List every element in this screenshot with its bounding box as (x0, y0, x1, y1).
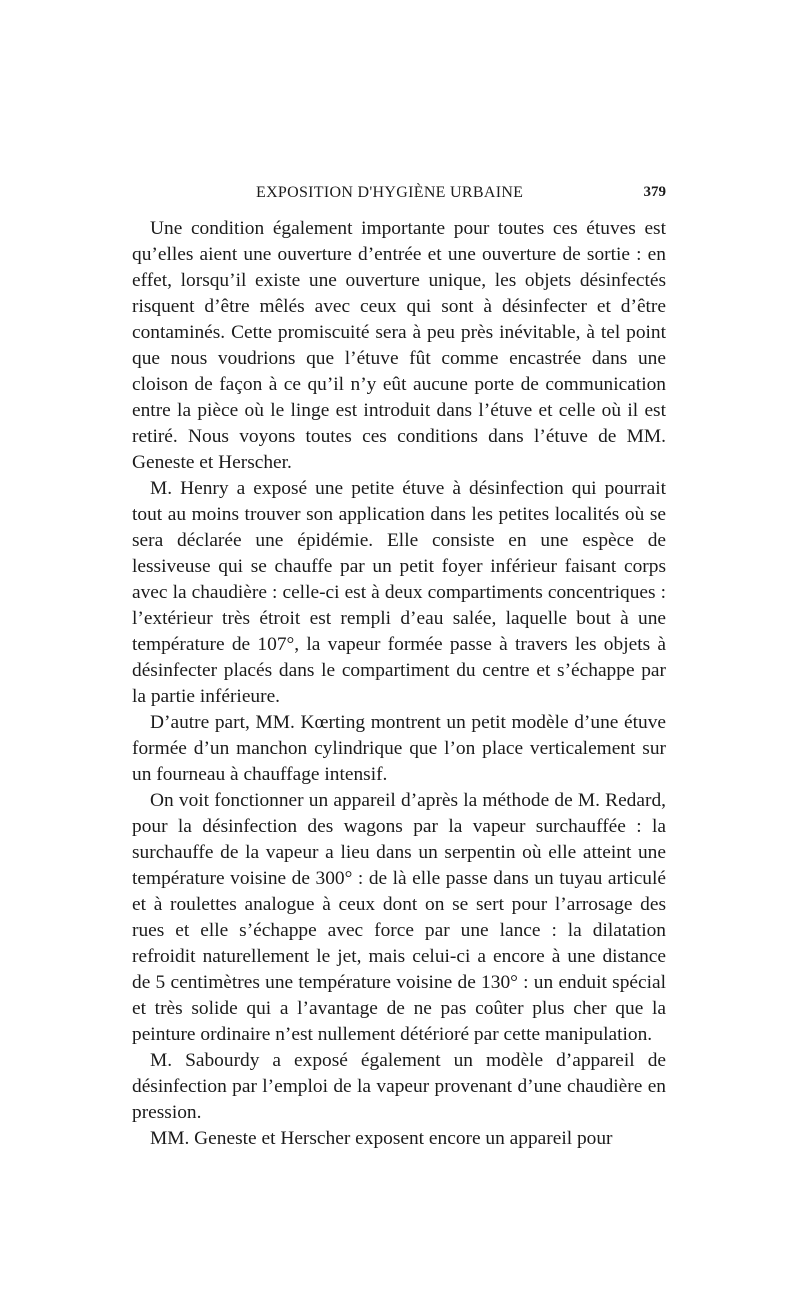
page-number: 379 (643, 184, 666, 200)
paragraph-etuve-openings: Une condition également importante pour toutes ces étuves est qu’elles aient une ouverture d’entrée et une ouverture de sortie : en effet, lorsqu’il existe une ouverture unique, les objets désinfectés risquent d’être mêlés avec ceux qui sont à désinfecter et d’être contaminés. Cette promiscuité sera à peu près inévitable, à tel point que nous voudrions que l’étuve fût comme encastrée dans une cloison de façon à ce qu’il n’y eût aucune porte de communication entre la pièce où le linge est introduit dans l’étuve et celle où il est retiré. Nous voyons toutes ces conditions dans l’étuve de MM. Geneste et Herscher. (132, 218, 666, 473)
paragraph-koerting-model: D’autre part, MM. Kœrting montrent un petit modèle d’une étuve formée d’un manchon cylindrique que l’on place verticalement sur un fourneau à chauffage intensif. (132, 712, 666, 785)
paragraph-henry-etuve: M. Henry a exposé une petite étuve à désinfection qui pourrait tout au moins trouver son application dans les petites localités où se sera déclarée une épidémie. Elle consiste en une espèce de lessiveuse qui se chauffe par un petit foyer inférieur faisant corps avec la chaudière : celle-ci est à deux compartiments concentriques : l’extérieur très étroit est rempli d’eau salée, laquelle bout à une température de 107°, la vapeur formée passe à travers les objets à désinfecter placés dans le compartiment du centre et s’échappe par la partie inférieure. (132, 478, 666, 707)
running-head (132, 184, 666, 208)
running-title: EXPOSITION D'HYGIÈNE URBAINE (256, 184, 524, 201)
paragraph-redard-method: On voit fonctionner un appareil d’après la méthode de M. Redard, pour la désinfection des wagons par la vapeur surchauffée : la surchauffe de la vapeur a lieu dans un serpentin où elle atteint une température voisine de 300° : de là elle passe dans un tuyau articulé et à roulettes analogue à ceux dont on se sert pour l’arrosage des rues et elle s’échappe avec force par une lance : la dilatation refroidit naturellement le jet, mais celui-ci a encore à une distance de 5 centimètres une température voisine de 130° : un enduit spécial et très solide qui a l’avantage de ne pas coûter plus cher que la peinture ordinaire n’est nullement détérioré par cette manipulation. (132, 790, 666, 1045)
paragraph-geneste-herscher: MM. Geneste et Herscher exposent encore un appareil pour (150, 1128, 613, 1149)
paragraph-sabourdy-model: M. Sabourdy a exposé également un modèle d’appareil de désinfection par l’emploi de la vapeur provenant d’une chaudière en pression. (132, 1050, 666, 1123)
body-text (132, 216, 666, 1152)
